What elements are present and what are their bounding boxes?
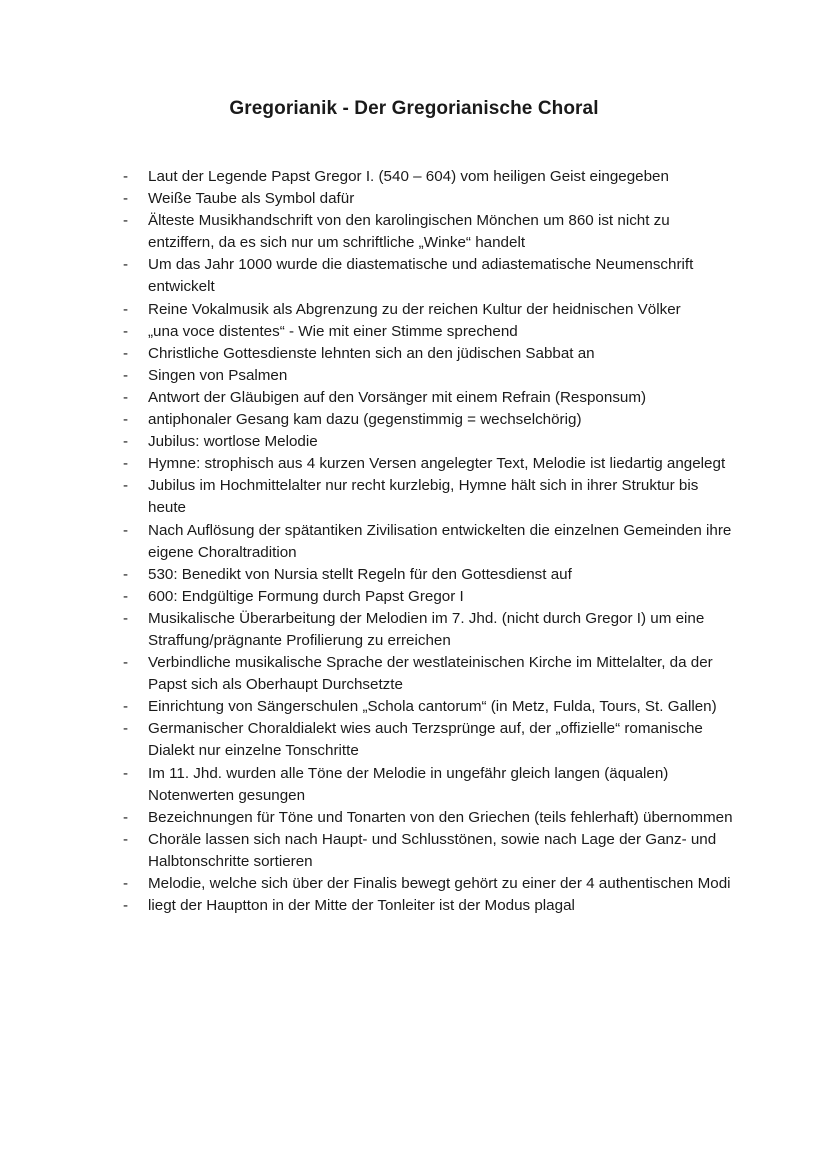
list-item-text: Melodie, welche sich über der Finalis bewegt gehört zu einer der 4 authentischen Modi xyxy=(148,875,731,892)
list-item-text: Einrichtung von Sängerschulen „Schola cantorum“ (in Metz, Fulda, Tours, St. Gallen) xyxy=(148,698,717,716)
bullet-dash: - xyxy=(123,609,129,627)
bullet-dash: - xyxy=(123,565,129,583)
page-title: Gregorianik - Der Gregorianische Choral xyxy=(229,98,599,119)
list-item xyxy=(120,586,740,608)
list-item xyxy=(120,829,740,873)
list-item xyxy=(120,299,740,321)
list-item-text: Im 11. Jhd. wurden alle Töne der Melodie in ungefähr gleich langen (äqualen) Notenwerten gesungen xyxy=(148,764,669,804)
list-item xyxy=(120,321,740,343)
bullet-dash: - xyxy=(123,190,129,208)
list-item xyxy=(120,807,740,829)
bullet-dash: - xyxy=(123,698,129,716)
list-item xyxy=(120,387,740,409)
list-item xyxy=(120,520,740,564)
bullet-dash: - xyxy=(123,720,129,738)
bullet-list xyxy=(120,166,740,917)
list-item-text: liegt der Hauptton in der Mitte der Tonleiter ist der Modus plagal xyxy=(148,897,575,915)
list-item xyxy=(120,763,740,807)
list-item-text: Nach Auflösung der spätantiken Zivilisation entwickelten die einzelnen Gemeinden ihre eigene Choraltradition xyxy=(148,521,732,561)
list-item-text: Germanischer Choraldialekt wies auch Terzsprünge auf, der „offizielle“ romanische Dialekt nur einzelne Tonschritte xyxy=(148,720,703,760)
bullet-dash: - xyxy=(123,168,129,185)
bullet-dash: - xyxy=(123,521,129,539)
bullet-dash: - xyxy=(123,875,129,892)
list-item xyxy=(120,873,740,895)
list-item-text: 600: Endgültige Formung durch Papst Gregor I xyxy=(148,587,464,605)
bullet-dash: - xyxy=(123,322,129,340)
bullet-dash: - xyxy=(123,366,129,384)
list-item-text: Jubilus im Hochmittelalter nur recht kurzlebig, Hymne hält sich in ihrer Struktur bis heute xyxy=(148,477,699,517)
bullet-dash: - xyxy=(123,477,129,495)
list-item-text: Hymne: strophisch aus 4 kurzen Versen angelegter Text, Melodie ist liedartig angelegt xyxy=(148,455,726,473)
list-item-text: Laut der Legende Papst Gregor I. (540 – 604) vom heiligen Geist eingegeben xyxy=(148,168,669,185)
list-item xyxy=(120,652,740,696)
bullet-dash: - xyxy=(123,300,129,318)
bullet-dash: - xyxy=(123,808,129,826)
bullet-dash: - xyxy=(123,212,129,230)
list-item-text: Um das Jahr 1000 wurde die diastematische und adiastematische Neumenschrift entwickelt xyxy=(148,256,694,296)
list-item xyxy=(120,564,740,586)
list-item xyxy=(120,210,740,254)
bullet-dash: - xyxy=(123,411,129,429)
list-item xyxy=(120,718,740,762)
list-item xyxy=(120,696,740,718)
list-item-text: Singen von Psalmen xyxy=(148,366,288,384)
bullet-dash: - xyxy=(123,455,129,473)
list-item xyxy=(120,895,740,917)
list-item-text: Verbindliche musikalische Sprache der westlateinischen Kirche im Mittelalter, da der Papst sich als Oberhaupt Durchsetzte xyxy=(148,654,713,694)
list-item xyxy=(120,431,740,453)
list-item-text: Weiße Taube als Symbol dafür xyxy=(148,190,355,208)
bullet-dash: - xyxy=(123,587,129,605)
list-item-text: Christliche Gottesdienste lehnten sich an den jüdischen Sabbat an xyxy=(148,344,595,362)
list-item-text: 530: Benedikt von Nursia stellt Regeln für den Gottesdienst auf xyxy=(148,565,572,583)
bullet-dash: - xyxy=(123,830,129,848)
list-item xyxy=(120,365,740,387)
list-item-text: Älteste Musikhandschrift von den karolingischen Mönchen um 860 ist nicht zu entziffern, da es sich nur um schriftliche „Winke“ handelt xyxy=(148,212,670,252)
list-item-text: Jubilus: wortlose Melodie xyxy=(148,433,318,451)
list-item-text: Reine Vokalmusik als Abgrenzung zu der reichen Kultur der heidnischen Völker xyxy=(148,300,681,318)
bullet-dash: - xyxy=(123,764,129,782)
bullet-dash: - xyxy=(123,654,129,672)
list-item-text: Musikalische Überarbeitung der Melodien im 7. Jhd. (nicht durch Gregor I) um eine Straffung/prägnante Profilierung zu erreichen xyxy=(148,609,705,649)
list-item xyxy=(120,166,740,188)
bullet-dash: - xyxy=(123,897,129,915)
list-item xyxy=(120,409,740,431)
list-item xyxy=(120,343,740,365)
list-item xyxy=(120,188,740,210)
list-item xyxy=(120,475,740,519)
list-item-text: „una voce distentes“ - Wie mit einer Stimme sprechend xyxy=(148,322,518,340)
bullet-dash: - xyxy=(123,388,129,406)
list-item-text: Bezeichnungen für Töne und Tonarten von den Griechen (teils fehlerhaft) übernommen xyxy=(148,808,733,826)
list-item xyxy=(120,254,740,298)
list-item-text: Antwort der Gläubigen auf den Vorsänger mit einem Refrain (Responsum) xyxy=(148,388,647,406)
list-item-text: Choräle lassen sich nach Haupt- und Schlusstönen, sowie nach Lage der Ganz- und Halbtonschritte sortieren xyxy=(148,830,717,870)
bullet-dash: - xyxy=(123,256,129,274)
list-item xyxy=(120,608,740,652)
list-item xyxy=(120,453,740,475)
bullet-dash: - xyxy=(123,433,129,451)
bullet-dash: - xyxy=(123,344,129,362)
list-item-text: antiphonaler Gesang kam dazu (gegenstimmig = wechselchörig) xyxy=(148,411,582,429)
